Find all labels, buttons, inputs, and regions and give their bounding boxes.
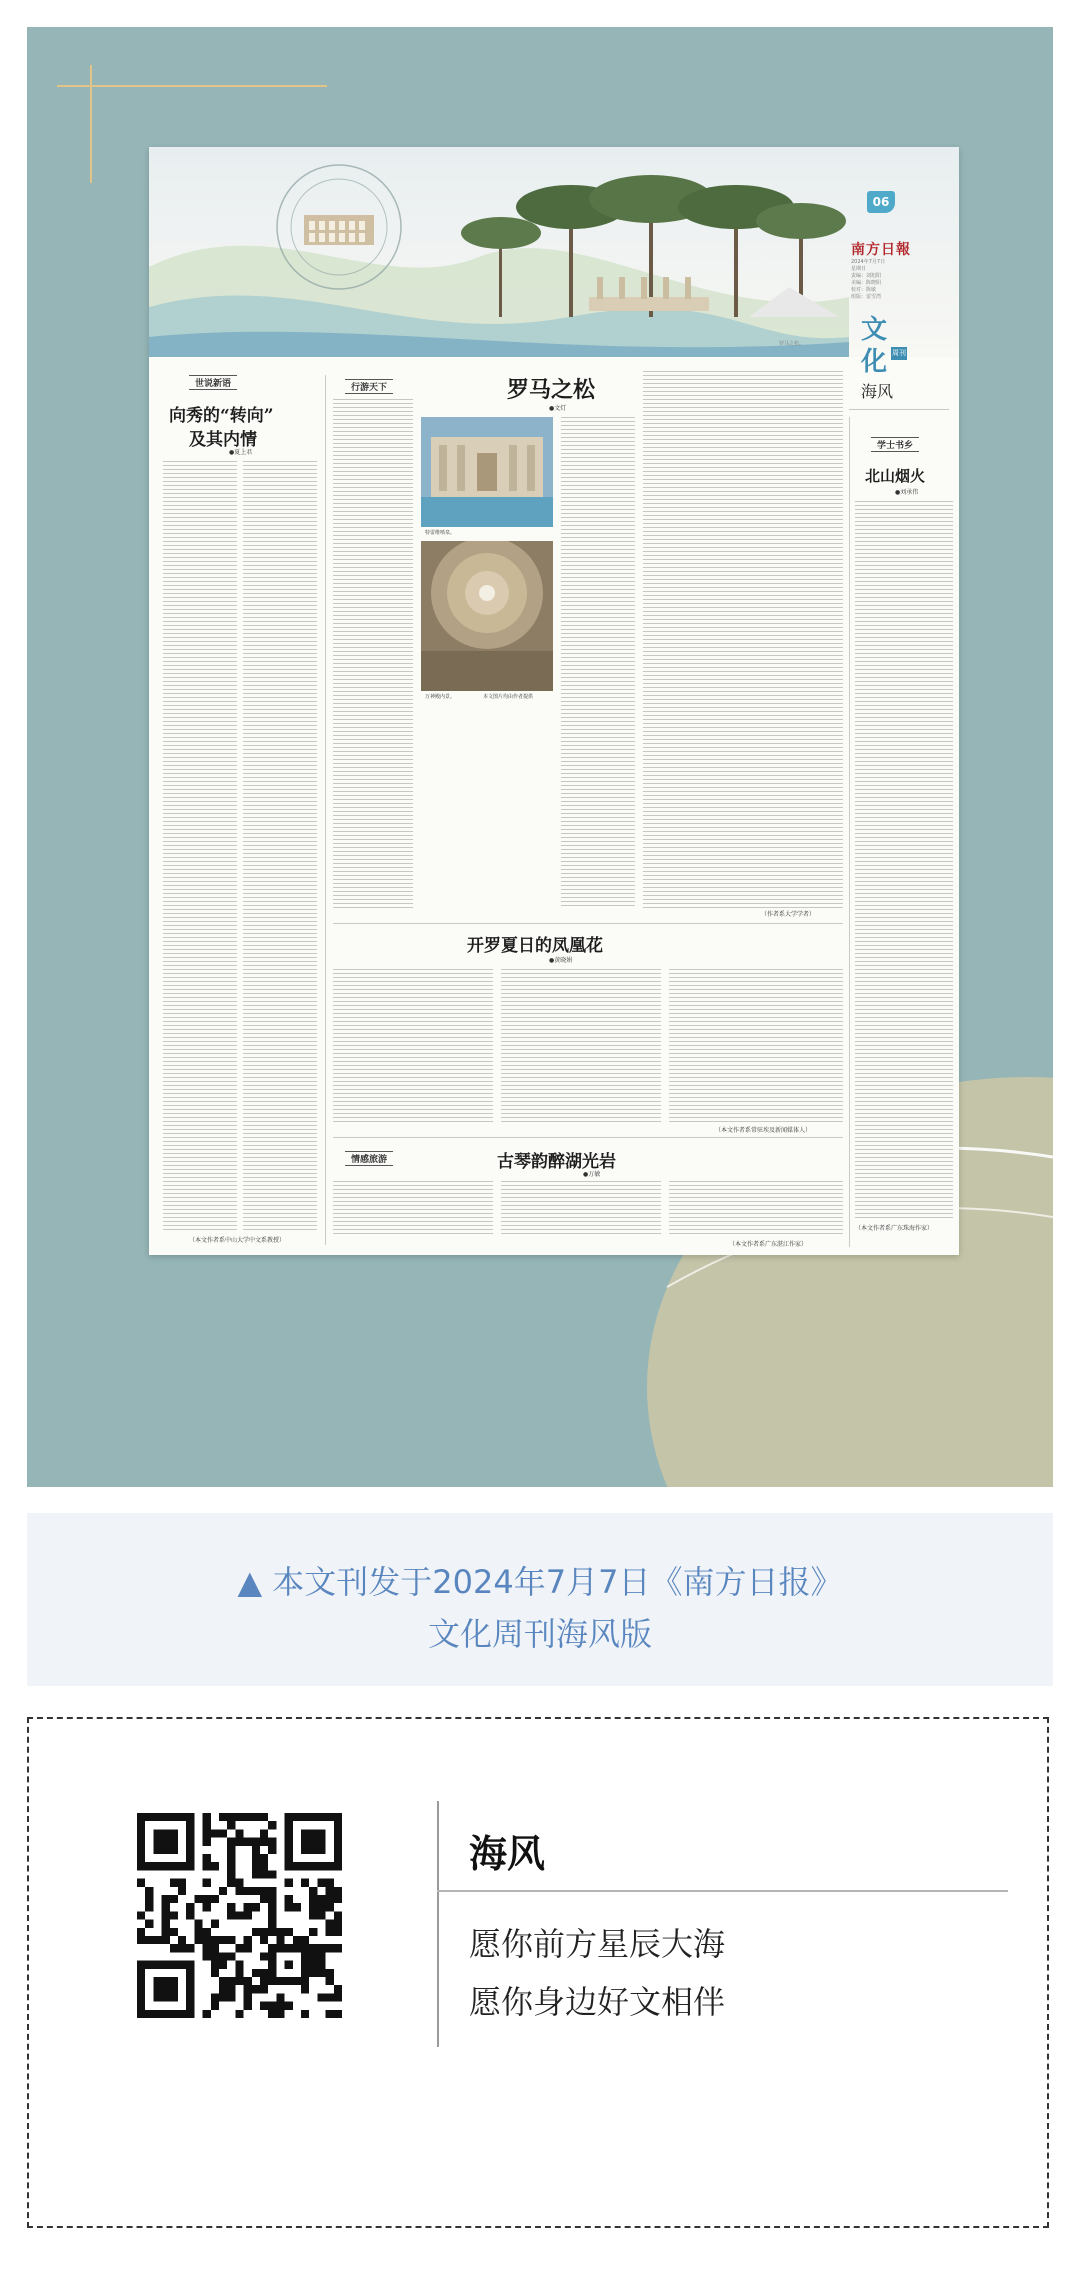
slogan-line1: 愿你前方星辰大海 [469,1925,726,1963]
article-1-byline: ●夏上君 [229,449,253,456]
issue-date: 2024年7月7日 [851,259,886,265]
column-divider [849,417,850,1247]
photo-credit: 罗马之松。 [779,341,805,347]
decorative-line-horizontal [57,85,327,87]
article-1-title-line2: 及其内情 [189,430,257,450]
column-divider [325,375,326,1245]
issue-meta [851,259,885,301]
section-tag-qinggan: 情感旅游 [345,1151,393,1166]
newspaper-background [27,27,1053,1487]
article-2-byline: ●文灯 [549,405,567,412]
article-divider [333,1137,843,1138]
article-2-text-col-1 [333,399,413,909]
article-3-text-col-3 [669,969,843,1123]
section-tag-xueshi: 学士书乡 [871,437,919,452]
article-1-text-col-2 [243,461,317,1231]
article-3-byline: ●黄晓娟 [549,957,573,964]
article-4-text-col-3 [669,1181,843,1237]
article-2-text-col-4 [643,371,843,909]
section-title-wen: 文 [861,315,888,345]
article-4-text-col-1 [333,1181,493,1237]
issue-weekday: 星期日 [851,266,867,272]
qr-card [27,1717,1049,2228]
masthead-divider [849,409,949,410]
article-divider [333,923,843,924]
article-4-title: 古琴韵醉湖光岩 [497,1152,616,1172]
article-4-text-col-2 [501,1181,661,1237]
issue-proofreader: 校对：陈敏 [851,287,877,293]
masthead-illustration [149,147,959,357]
page-number-badge: 06 [867,191,895,213]
publication-caption-line2: 文化周刊海风版 [427,1615,652,1653]
card-divider-horizontal [437,1890,1008,1892]
trevi-fountain-photo [421,417,553,527]
pantheon-photo [421,541,553,691]
article-3-text-col-2 [501,969,661,1123]
article-5-byline: ●刘承伟 [895,489,919,496]
article-5-text-col [855,501,953,1221]
article-2-title: 罗马之松 [507,377,596,403]
trevi-caption: 特雷维喷泉。 [425,530,456,536]
pantheon-caption: 万神殿内景。 [425,694,456,700]
article-3-title: 开罗夏日的凤凰花 [467,936,603,956]
decorative-line-vertical [90,65,92,183]
newspaper-page [149,147,959,1255]
article-4-byline: ●万敏 [583,1171,601,1178]
issue-editor: 责编：刘旭阳 [851,273,882,279]
publication-caption-bar [27,1513,1053,1686]
issue-layout: 组版：雷雪湾 [851,294,882,300]
article-2-author-note: （作者系大学学者） [761,911,816,918]
qr-code[interactable] [137,1813,342,2018]
section-zhoukan-badge: 周刊 [891,347,907,360]
article-5-title: 北山烟火 [865,467,926,485]
article-3-author-note: （本文作者系常驻埃及新闻媒体人） [715,1127,812,1134]
card-divider-vertical [437,1801,439,2047]
slogan-line2: 愿你身边好文相伴 [469,1983,726,2021]
article-4-author-note: （本文作者系广东湛江作家） [729,1241,808,1248]
article-1-title-line1: 向秀的“转向” [169,406,274,426]
issue-designer: 美编：陈晓阳 [851,280,882,286]
article-2-text-col-3 [561,417,635,909]
publication-caption-line1: ▲ 本文刊发于2024年7月7日《南方日报》 [237,1563,843,1601]
photo-source-caption: 本文图片均由作者提供 [483,694,534,700]
section-tag-shishuo: 世说新语 [189,375,237,390]
section-title-hua: 化 [861,347,888,377]
section-tag-xingyou: 行游天下 [345,379,393,394]
newspaper-brand: 南方日報 [851,242,911,258]
article-1-text-col-1 [163,461,237,1231]
edition-name: 海风 [861,382,894,401]
article-5-author-note: （本文作者系广东珠海作家） [855,1225,934,1232]
article-3-text-col-1 [333,969,493,1123]
column-name: 海风 [469,1832,546,1876]
article-1-author-note: （本文作者系中山大学中文系教授） [189,1237,286,1244]
